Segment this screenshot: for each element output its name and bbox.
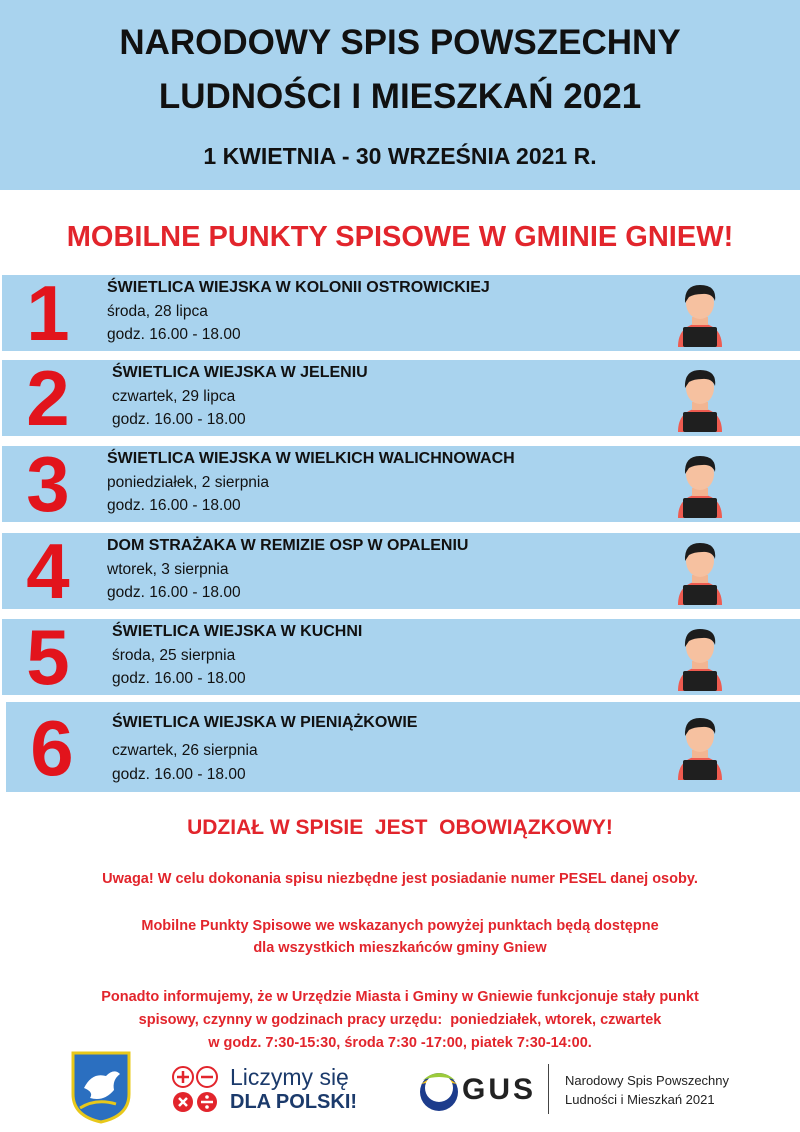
item-hours: godz. 16.00 - 18.00	[112, 411, 246, 428]
item-hours: godz. 16.00 - 18.00	[107, 584, 241, 601]
nsp-logo-line-1: Narodowy Spis Powszechny	[565, 1073, 730, 1088]
footer-divider	[548, 1064, 549, 1114]
person-laptop-icon	[672, 452, 728, 518]
gus-logo-icon	[417, 1066, 461, 1114]
liczymy-line-1: Liczymy się	[230, 1064, 349, 1090]
item-day: czwartek, 29 lipca	[112, 388, 236, 405]
item-number: 4	[26, 527, 70, 615]
mandatory-notice: UDZIAŁ W SPISIE JEST OBOWIĄZKOWY!	[187, 816, 613, 839]
gniew-coat-of-arms-logo	[70, 1050, 132, 1124]
item-hours: godz. 16.00 - 18.00	[112, 670, 246, 687]
item-day: środa, 25 sierpnia	[112, 647, 236, 664]
item-place: DOM STRAŻAKA W REMIZIE OSP W OPALENIU	[107, 537, 469, 554]
item-number: 2	[26, 354, 70, 442]
item-number: 6	[30, 704, 74, 792]
header-banner	[0, 0, 800, 190]
item-place: ŚWIETLICA WIEJSKA W KOLONII OSTROWICKIEJ	[107, 279, 490, 296]
gus-wordmark: GUS	[462, 1073, 537, 1106]
person-laptop-icon	[672, 539, 728, 605]
list-item	[2, 527, 800, 615]
list-item	[6, 702, 800, 792]
item-number: 5	[26, 613, 70, 701]
title-line-2: LUDNOŚCI I MIESZKAŃ 2021	[158, 77, 642, 116]
pesel-note: Uwaga! W celu dokonania spisu niezbędne jest posiadanie numer PESEL danej osoby.	[102, 871, 698, 887]
headline: MOBILNE PUNKTY SPISOWE W GMINIE GNIEW!	[66, 221, 734, 253]
plus-minus-icon	[172, 1066, 220, 1114]
item-place: ŚWIETLICA WIEJSKA W PIENIĄŻKOWIE	[112, 714, 418, 731]
title-line-1: NARODOWY SPIS POWSZECHNY	[119, 23, 681, 62]
item-hours: godz. 16.00 - 18.00	[112, 766, 246, 783]
nsp-logo-line-2: Ludności i Mieszkań 2021	[565, 1092, 715, 1107]
office-note-line-3: w godz. 7:30-15:30, środa 7:30 -17:00, piatek 7:30-14:00.	[208, 1035, 592, 1051]
item-hours: godz. 16.00 - 18.00	[107, 497, 241, 514]
list-item	[2, 440, 800, 528]
person-laptop-icon	[672, 714, 728, 780]
person-laptop-icon	[672, 366, 728, 432]
list-item	[2, 269, 800, 357]
office-note-line-2: spisowy, czynny w godzinach pracy urzędu: poniedziałek, wtorek, czwartek	[138, 1012, 662, 1028]
item-day: poniedziałek, 2 sierpnia	[107, 474, 269, 491]
census-dates: 1 KWIETNIA - 30 WRZEŚNIA 2021 R.	[203, 143, 597, 169]
item-hours: godz. 16.00 - 18.00	[107, 326, 241, 343]
item-place: ŚWIETLICA WIEJSKA W JELENIU	[112, 364, 368, 381]
item-number: 1	[26, 269, 70, 357]
person-laptop-icon	[672, 281, 728, 347]
list-item	[2, 613, 800, 701]
item-day: środa, 28 lipca	[107, 303, 208, 320]
list-item	[2, 354, 800, 442]
person-laptop-icon	[672, 625, 728, 691]
item-day: czwartek, 26 sierpnia	[112, 742, 258, 759]
item-place: ŚWIETLICA WIEJSKA W KUCHNI	[112, 623, 363, 640]
item-place: ŚWIETLICA WIEJSKA W WIELKICH WALICHNOWACH	[107, 450, 515, 467]
item-day: wtorek, 3 sierpnia	[107, 561, 229, 578]
mobile-note-line-1: Mobilne Punkty Spisowe we wskazanych powyżej punktach będą dostępne	[141, 918, 659, 934]
item-number: 3	[26, 440, 70, 528]
liczymy-line-2: DLA POLSKI!	[230, 1091, 358, 1113]
mobile-note-line-2: dla wszystkich mieszkańców gminy Gniew	[253, 940, 547, 956]
office-note-line-1: Ponadto informujemy, że w Urzędzie Miasta i Gminy w Gniewie funkcjonuje stały punkt	[101, 989, 699, 1005]
